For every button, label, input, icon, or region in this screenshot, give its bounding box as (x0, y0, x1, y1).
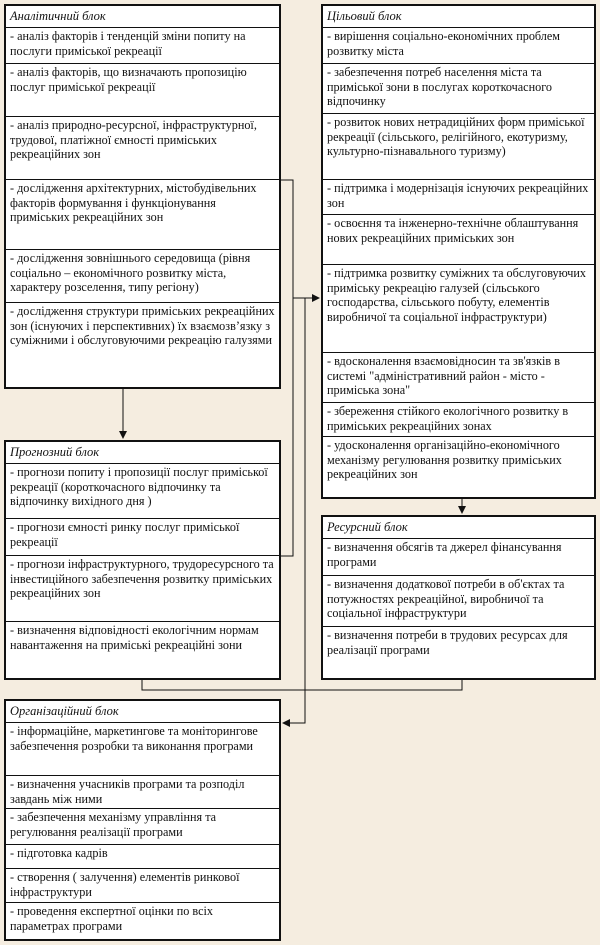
organizational-block-title: Організаційний блок (6, 701, 279, 723)
resource-item: - визначення потреби в трудових ресурсах для реалізації програми (327, 628, 568, 657)
forecast-block (4, 440, 281, 680)
target-item: - освоєння та інженерно-технічне облаштування нових рекреаційних приміських зон (323, 215, 594, 265)
analytical-block-title: Аналітичний блок (6, 6, 279, 28)
analytical-block (4, 4, 281, 389)
analytical-item: - дослідження зовнішнього середовища (рівня соціально – економічного розвитку міста, характеру розселення, типу регіону) (6, 250, 279, 303)
organizational-item: - забезпечення механізму управління та регулювання реалізації програми (6, 809, 279, 845)
forecast-item: - прогнози ємності ринку послуг приміської рекреації (6, 519, 279, 556)
resource-block-title: Ресурсний блок (323, 517, 594, 539)
analytical-item: - аналіз факторів і тенденцій зміни попиту на послуги приміської рекреації (6, 28, 279, 64)
arrow-to-organizational (283, 298, 305, 723)
target-block-title: Цільовий блок (323, 6, 594, 28)
organizational-item: - створення ( залучення) елементів ринкової інфраструктури (6, 869, 279, 903)
organizational-item: - інформаційне, маркетингове та моніторингове забезпечення розробки та виконання програми (6, 723, 279, 776)
analytical-item: - дослідження структури приміських рекреаційних зон (існуючих і перспективних) їх взаємозв’язку з суміжними і обслуговуючими рекреацію галузями (10, 304, 275, 348)
forecast-item: - прогнози інфраструктурного, трудоресурсного та інвестиційного забезпечення розвитку приміських рекреаційних зон (6, 556, 279, 622)
resource-block (321, 515, 596, 680)
organizational-block (4, 699, 281, 941)
forecast-item: - визначення відповідності екологічним нормам навантаження на приміські рекреаційні зони (10, 623, 259, 652)
forecast-item: - прогнози попиту і пропозиції послуг приміської рекреації (короткочасного відпочинку та відпочинку вихідного дня ) (6, 464, 279, 519)
analytical-item: - аналіз природно-ресурсної, інфраструктурної, трудової, платіжної ємності приміських рекреаційних зон (6, 117, 279, 180)
target-item: - вирішення соціально-економічних проблем розвитку міста (323, 28, 594, 64)
target-item: - підтримка розвитку суміжних та обслуговуючих приміську рекреацію галузей (сільського господарства, сільського побуту, елементів виробничої та соціальної інфраструктури) (323, 265, 594, 353)
organizational-item: - проведення експертної оцінки по всіх параметрах програми (10, 904, 213, 933)
target-item: - вдосконалення взаємовідносин та зв'язків в системі "адміністративний район - місто - приміська зона" (323, 353, 594, 403)
analytical-item: - дослідження архітектурних, містобудівельних факторів формування і функціонування приміських рекреаційних зон (6, 180, 279, 250)
target-item: - розвиток нових нетрадиційних форм приміської рекреації (сільського, релігійного, екотуризму, культурно-пізнавального туризму) (323, 114, 594, 180)
resource-item: - визначення обсягів та джерел фінансування програми (323, 539, 594, 576)
line-forecast-to-target (281, 298, 293, 556)
target-item: - підтримка і модернізація існуючих рекреаційних зон (323, 180, 594, 215)
resource-item: - визначення додаткової потреби в об'єктах та потужностях рекреаційної, виробничої та соціальної інфраструктури (323, 576, 594, 627)
organizational-item: - підготовка кадрів (6, 845, 279, 869)
target-block (321, 4, 596, 499)
analytical-item: - аналіз факторів, що визначають пропозицію послуг приміської рекреації (6, 64, 279, 117)
target-item: - збереження стійкого екологічного розвитку в приміських рекреаційних зонах (323, 403, 594, 437)
forecast-block-title: Прогнозний блок (6, 442, 279, 464)
line-forecast-resource-bottom (142, 680, 462, 690)
arrow-analytical-to-target (281, 180, 319, 298)
organizational-item: - визначення учасників програми та розподіл завдань між ними (6, 776, 279, 809)
target-item: - забезпечення потреб населення міста та приміської зони в послугах короткочасного відпочинку (323, 64, 594, 114)
target-item: - удосконалення організаційно-економічного механізму регулювання розвитку приміських рекреаційних зон (327, 438, 562, 482)
